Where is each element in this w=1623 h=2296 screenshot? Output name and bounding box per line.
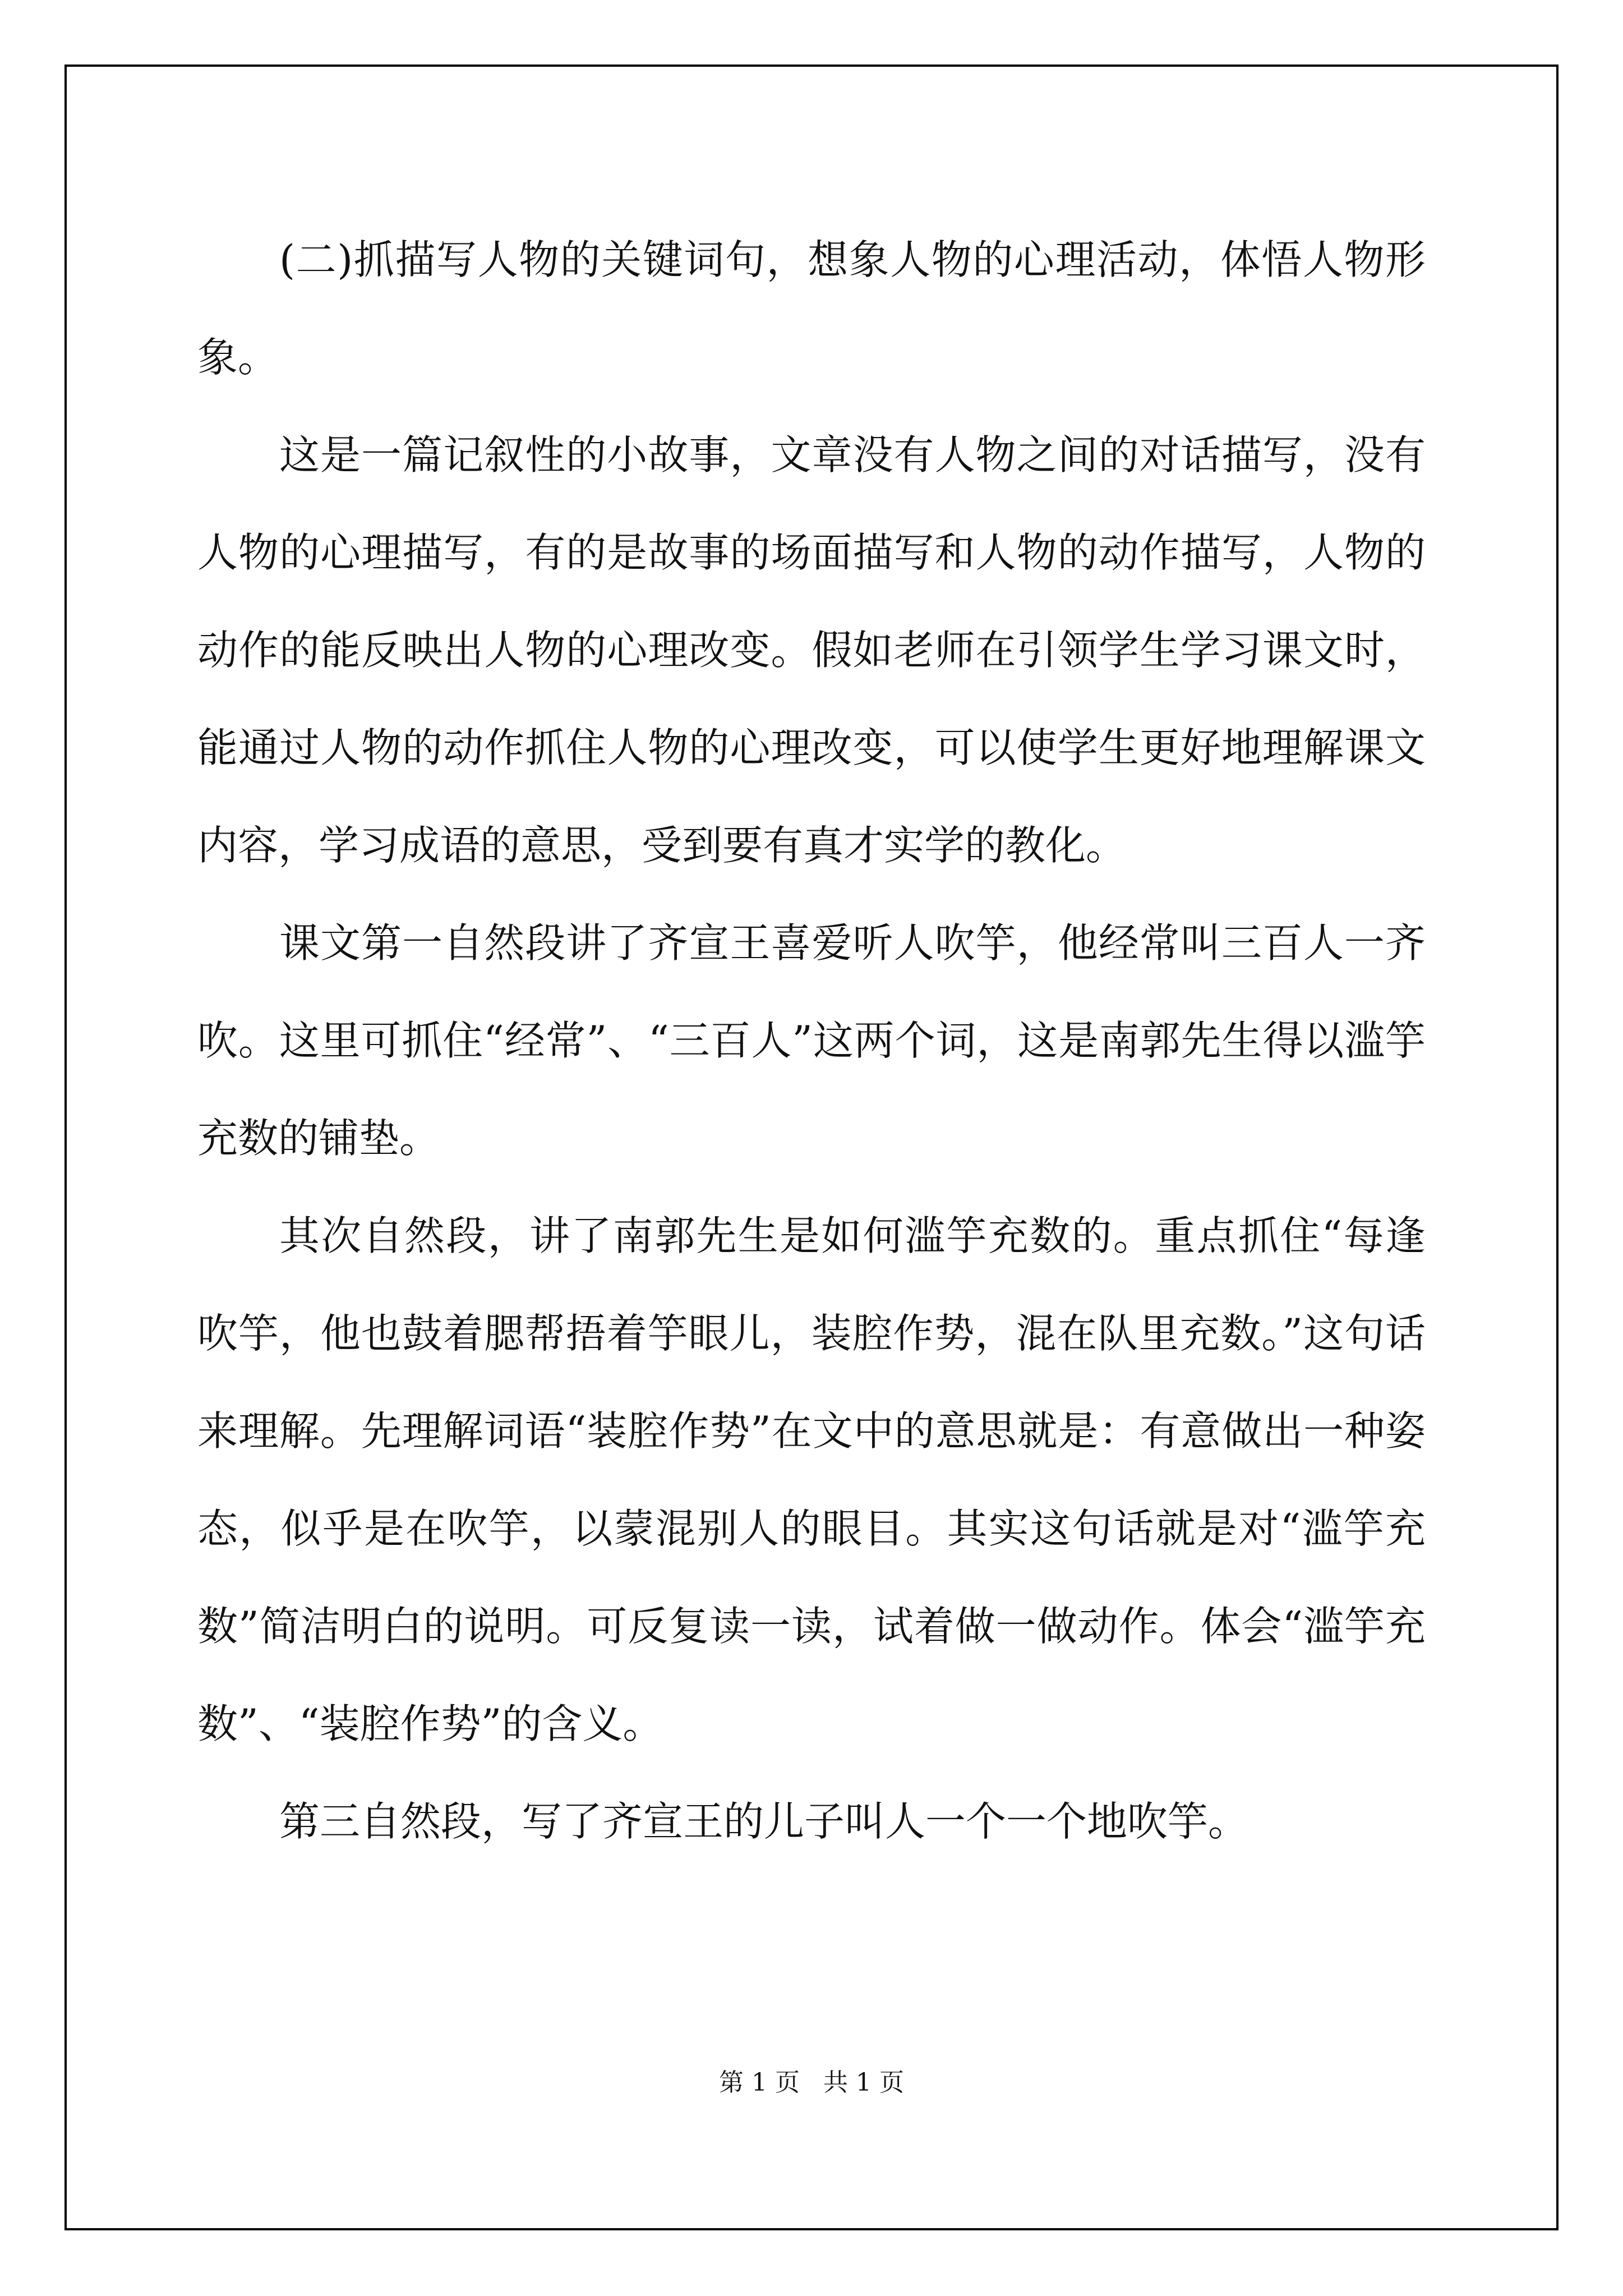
paragraph-1: (二)抓描写人物的关键词句，想象人物的心理活动，体悟人物形象。	[197, 236, 1426, 381]
paragraph-3: 课文第一自然段讲了齐宣王喜爱听人吹竽，他经常叫三百人一齐吹。这里可抓住“经常”、“三百人”这两个词，这是南郭先生得以滥竽充数的铺垫。	[197, 919, 1426, 1162]
document-body	[197, 211, 1426, 1870]
paragraph-2: 这是一篇记叙性的小故事，文章没有人物之间的对话描写，没有人物的心理描写，有的是故事的场面描写和人物的动作描写，人物的动作的能反映出人物的心理改变。假如老师在引领学生学习课文时，能通过人物的动作抓住人物的心理改变，可以使学生更好地理解课文内容，学习成语的意思，受到要有真才实学的教化。	[197, 431, 1426, 869]
paragraph-5: 第三自然段，写了齐宣王的儿子叫人一个一个地吹竽。	[279, 1798, 1249, 1845]
page-number-footer: 第 1 页 共 1 页	[719, 2068, 904, 2097]
paragraph-4: 其次自然段，讲了南郭先生是如何滥竽充数的。重点抓住“每逢吹竽，他也鼓着腮帮捂着竽眼儿，装腔作势，混在队里充数。”这句话来理解。先理解词语“装腔作势”在文中的意思就是：有意做出一种姿态，似乎是在吹竽，以蒙混别人的眼目。其实这句话就是对“滥竽充数”简洁明白的说明。可反复读一读，试着做一做动作。体会“滥竽充数”、“装腔作势”的含义。	[197, 1212, 1426, 1747]
